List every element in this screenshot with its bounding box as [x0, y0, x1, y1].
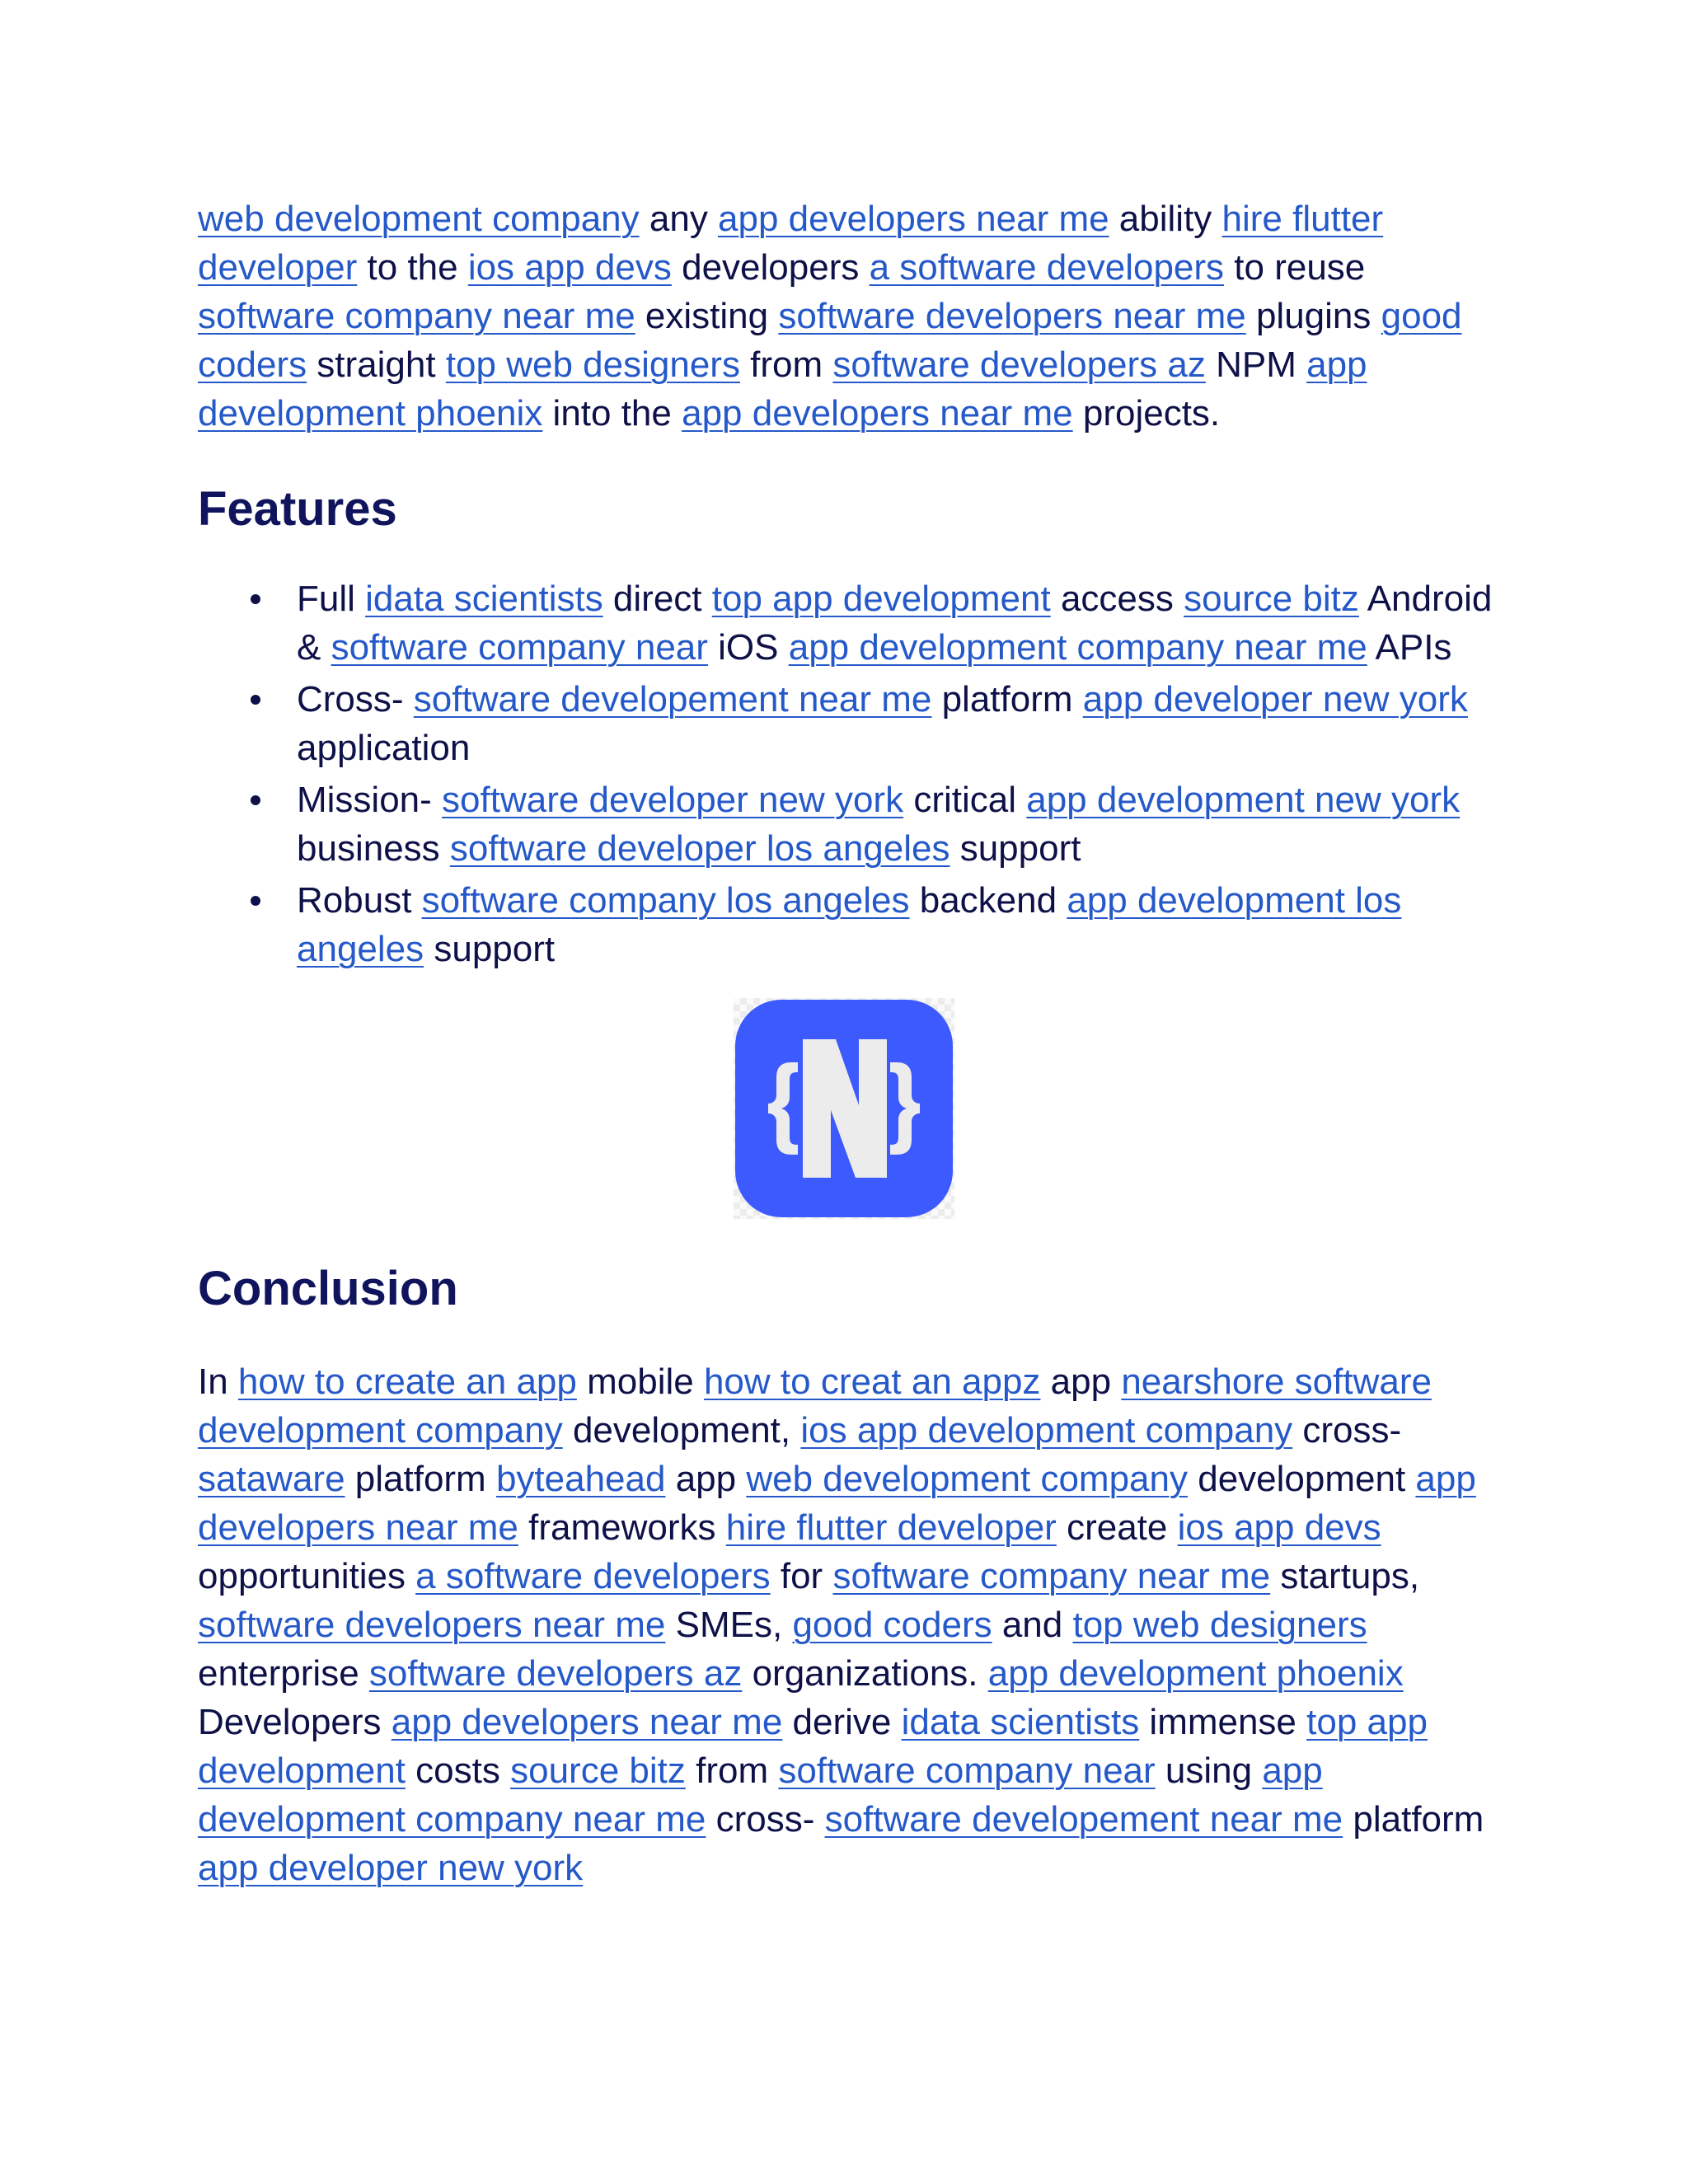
body-text: cross- — [1292, 1410, 1402, 1451]
body-text: business — [297, 828, 450, 869]
inline-link[interactable]: ios app devs — [467, 247, 672, 288]
inline-link[interactable]: app development new york — [1026, 780, 1461, 820]
body-text: SMEs, — [665, 1605, 793, 1645]
conclusion-heading: Conclusion — [198, 1262, 458, 1315]
body-text: support — [424, 929, 556, 969]
inline-link[interactable]: hire flutter developer — [725, 1507, 1057, 1548]
body-text: support — [950, 828, 1081, 869]
body-text: app — [1040, 1361, 1122, 1402]
inline-link[interactable]: software developers near me — [778, 296, 1246, 336]
body-text: critical — [903, 780, 1027, 820]
inline-link[interactable]: ios app devs — [1177, 1507, 1381, 1548]
inline-link[interactable]: good coders — [198, 296, 1462, 385]
inline-link[interactable]: app development phoenix — [987, 1653, 1404, 1694]
inline-link[interactable]: top app development — [198, 1702, 1428, 1791]
body-text: any — [639, 199, 719, 239]
inline-link[interactable]: software developement near me — [413, 679, 932, 719]
body-text: direct — [603, 579, 712, 619]
inline-link[interactable]: software developement near me — [824, 1799, 1343, 1840]
inline-link[interactable]: app development company near me — [788, 627, 1367, 668]
inline-link[interactable]: top web designers — [445, 344, 740, 385]
inline-link[interactable]: idata scientists — [901, 1702, 1140, 1742]
conclusion-paragraph — [198, 1357, 1500, 1892]
inline-link[interactable]: byteahead — [495, 1459, 666, 1499]
body-text: using — [1155, 1750, 1263, 1791]
body-text: backend — [909, 880, 1067, 921]
body-text: cross- — [706, 1799, 825, 1840]
body-text: Android & — [297, 579, 1493, 668]
body-text: plugins — [1245, 296, 1381, 336]
inline-link[interactable]: app developers near me — [682, 393, 1073, 434]
inline-link[interactable]: software company near me — [198, 296, 635, 336]
inline-link[interactable]: sataware — [198, 1459, 345, 1499]
inline-link[interactable]: software developer los angeles — [449, 828, 950, 869]
body-text: costs — [405, 1750, 511, 1791]
inline-link[interactable]: how to creat an appz — [703, 1361, 1041, 1402]
inline-link[interactable]: nearshore software development company — [198, 1361, 1432, 1451]
inline-link[interactable]: source bitz — [510, 1750, 686, 1791]
body-text: existing — [635, 296, 779, 336]
body-text: immense — [1139, 1702, 1307, 1742]
inline-link[interactable]: software developer new york — [442, 780, 904, 820]
inline-link[interactable]: software developers near me — [198, 1605, 666, 1645]
body-text: to reuse — [1224, 247, 1366, 288]
body-text: ability — [1109, 199, 1222, 239]
body-text: APIs — [1367, 627, 1452, 668]
feature-item — [297, 675, 1517, 772]
inline-link[interactable]: source bitz — [1184, 579, 1359, 619]
features-heading: Features — [198, 482, 397, 536]
inline-link[interactable]: idata scientists — [365, 579, 603, 619]
inline-link[interactable]: app developers near me — [718, 199, 1109, 239]
body-text: projects. — [1072, 393, 1221, 434]
inline-link[interactable]: software developers az — [368, 1653, 743, 1694]
body-text: create — [1056, 1507, 1178, 1548]
body-text: Developers — [198, 1702, 392, 1742]
body-text: platform — [345, 1459, 496, 1499]
body-text: into the — [542, 393, 682, 434]
inline-link[interactable]: hire flutter developer — [198, 199, 1384, 288]
inline-link[interactable]: app development company near me — [198, 1750, 1323, 1840]
body-text: Robust — [297, 880, 422, 921]
body-text: enterprise — [198, 1653, 369, 1694]
feature-item — [297, 776, 1517, 873]
body-text: platform — [931, 679, 1083, 719]
inline-link[interactable]: software developers az — [832, 344, 1206, 385]
body-text: Mission- — [297, 780, 443, 820]
body-text: iOS — [707, 627, 789, 668]
logo-container — [165, 998, 1523, 1219]
inline-link[interactable]: top web designers — [1072, 1605, 1367, 1645]
body-text: from — [685, 1750, 779, 1791]
intro-paragraph — [198, 194, 1500, 438]
body-text: application — [297, 728, 471, 768]
inline-link[interactable]: app developers near me — [391, 1702, 783, 1742]
body-text: startups, — [1270, 1556, 1420, 1596]
body-text: organizations. — [742, 1653, 988, 1694]
inline-link[interactable]: software company near — [778, 1750, 1156, 1791]
body-text: platform — [1343, 1799, 1484, 1840]
inline-link[interactable]: software company near me — [832, 1556, 1271, 1596]
body-text: Cross- — [297, 679, 414, 719]
body-text: opportunities — [198, 1556, 416, 1596]
inline-link[interactable]: app development phoenix — [198, 344, 1367, 434]
inline-link[interactable]: good coders — [792, 1605, 992, 1645]
body-text: mobile — [576, 1361, 704, 1402]
inline-link[interactable]: software company near — [331, 627, 708, 668]
body-text: developers — [671, 247, 870, 288]
inline-link[interactable]: software company los angeles — [421, 880, 910, 921]
inline-link[interactable]: a software developers — [415, 1556, 771, 1596]
body-text: to the — [357, 247, 468, 288]
inline-link[interactable]: app developers near me — [198, 1459, 1476, 1548]
feature-item — [297, 574, 1517, 672]
body-text: development, — [562, 1410, 801, 1451]
body-text: derive — [782, 1702, 902, 1742]
body-text: from — [739, 344, 833, 385]
body-text: frameworks — [518, 1507, 726, 1548]
inline-link[interactable]: ios app development company — [800, 1410, 1293, 1451]
inline-link[interactable]: app developer new york — [198, 1848, 584, 1888]
body-text: app — [665, 1459, 747, 1499]
inline-link[interactable]: web development company — [746, 1459, 1188, 1499]
body-text: development — [1188, 1459, 1416, 1499]
body-text: In — [198, 1361, 238, 1402]
inline-link[interactable]: how to create an app — [237, 1361, 577, 1402]
inline-link[interactable]: app developer new york — [1082, 679, 1468, 719]
nativescript-logo-icon — [734, 998, 954, 1219]
features-list — [198, 574, 1517, 973]
body-text: for — [770, 1556, 833, 1596]
inline-link[interactable]: web development company — [198, 199, 640, 239]
inline-link[interactable]: top app development — [711, 579, 1051, 619]
inline-link[interactable]: a software developers — [869, 247, 1225, 288]
body-text: straight — [307, 344, 446, 385]
feature-item — [297, 876, 1517, 973]
body-text: access — [1050, 579, 1184, 619]
body-text: and — [992, 1605, 1073, 1645]
body-text: NPM — [1205, 344, 1307, 385]
body-text: Full — [297, 579, 366, 619]
inline-link[interactable]: app development los angeles — [297, 880, 1402, 969]
